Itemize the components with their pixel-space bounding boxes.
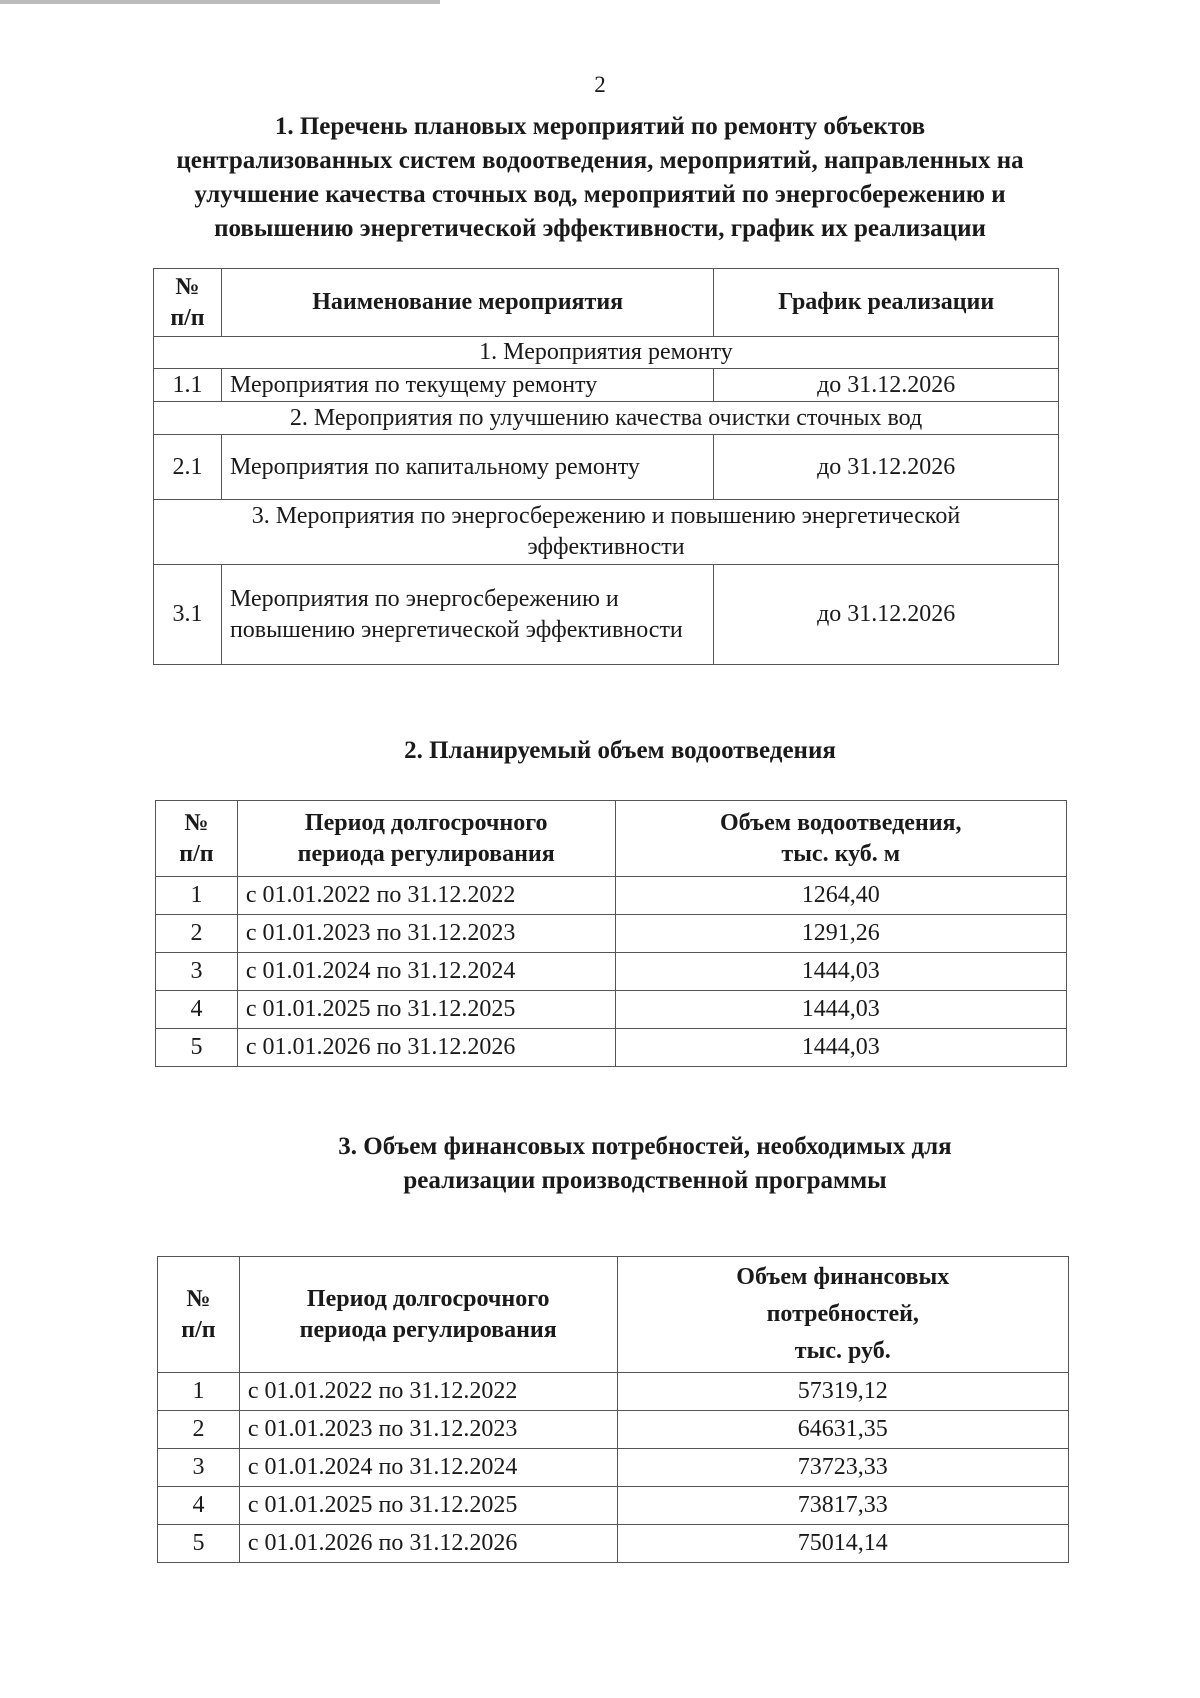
- table-row: [156, 991, 1067, 1029]
- row-period: с 01.01.2024 по 31.12.2024: [239, 1449, 617, 1487]
- group-row: [154, 337, 1059, 369]
- row-value: 64631,35: [617, 1411, 1068, 1449]
- row-period: с 01.01.2025 по 31.12.2025: [237, 991, 615, 1029]
- section1-title-line: повышению энергетической эффективности, график их реализации: [214, 215, 986, 242]
- table-row: [158, 1449, 1069, 1487]
- row-num: 4: [158, 1487, 240, 1525]
- row-value: 1264,40: [615, 877, 1066, 915]
- header-num: № п/п: [154, 269, 222, 337]
- table-row: [156, 915, 1067, 953]
- table-row: [156, 953, 1067, 991]
- row-num: 1.1: [154, 369, 222, 402]
- section3-title-line: 3. Объем финансовых потребностей, необходимых для: [338, 1133, 952, 1160]
- row-schedule: до 31.12.2026: [714, 565, 1059, 665]
- row-period: с 01.01.2025 по 31.12.2025: [239, 1487, 617, 1525]
- row-value: 1444,03: [615, 953, 1066, 991]
- row-num: 5: [158, 1525, 240, 1563]
- row-period: с 01.01.2026 по 31.12.2026: [237, 1029, 615, 1067]
- row-num: 1: [158, 1373, 240, 1411]
- row-num: 3: [156, 953, 238, 991]
- group-title: 3. Мероприятия по энергосбережению и повышению энергетической эффективности: [154, 500, 1059, 565]
- finance-table: [157, 1256, 1069, 1563]
- header-num: № п/п: [158, 1257, 240, 1373]
- row-period: с 01.01.2024 по 31.12.2024: [237, 953, 615, 991]
- header-volume: Объем водоотведения, тыс. куб. м: [615, 801, 1066, 877]
- section3-title-line: реализации производственной программы: [403, 1167, 887, 1194]
- volume-table-header: [156, 801, 1067, 877]
- header-period: Период долгосрочного периода регулирования: [237, 801, 615, 877]
- row-num: 1: [156, 877, 238, 915]
- measures-table-header: [154, 269, 1059, 337]
- row-value: 57319,12: [617, 1373, 1068, 1411]
- measures-table: [153, 268, 1059, 665]
- row-value: 1444,03: [615, 991, 1066, 1029]
- section1-title-line: улучшение качества сточных вод, мероприятий по энергосбережению и: [194, 181, 1006, 208]
- row-num: 3.1: [154, 565, 222, 665]
- scan-edge-artifact: [0, 0, 440, 4]
- row-num: 2: [156, 915, 238, 953]
- row-schedule: до 31.12.2026: [714, 369, 1059, 402]
- row-period: с 01.01.2022 по 31.12.2022: [239, 1373, 617, 1411]
- header-period: Период долгосрочного периода регулирования: [239, 1257, 617, 1373]
- table-row: [154, 565, 1059, 665]
- row-name: Мероприятия по энергосбережению и повышению энергетической эффективности: [221, 565, 713, 665]
- table-row: [154, 369, 1059, 402]
- finance-table-header: [158, 1257, 1069, 1373]
- row-name: Мероприятия по капитальному ремонту: [221, 435, 713, 500]
- group-row: [154, 402, 1059, 435]
- row-value: 1291,26: [615, 915, 1066, 953]
- section3-title: [45, 1130, 1200, 1198]
- row-num: 4: [156, 991, 238, 1029]
- table-row: [158, 1487, 1069, 1525]
- table-row: [154, 435, 1059, 500]
- row-num: 2.1: [154, 435, 222, 500]
- section1-title-line: 1. Перечень плановых мероприятий по ремонту объектов: [274, 113, 926, 140]
- section1-title: [0, 110, 1200, 246]
- table-row: [158, 1373, 1069, 1411]
- row-value: 73723,33: [617, 1449, 1068, 1487]
- row-num: 2: [158, 1411, 240, 1449]
- row-period: с 01.01.2023 по 31.12.2023: [239, 1411, 617, 1449]
- row-period: с 01.01.2022 по 31.12.2022: [237, 877, 615, 915]
- section1-title-line: централизованных систем водоотведения, мероприятий, направленных на: [176, 147, 1024, 174]
- header-num: № п/п: [156, 801, 238, 877]
- table-row: [156, 1029, 1067, 1067]
- header-finance: Объем финансовых потребностей, тыс. руб.: [617, 1257, 1068, 1373]
- row-value: 73817,33: [617, 1487, 1068, 1525]
- table-row: [158, 1411, 1069, 1449]
- volume-table: [155, 800, 1067, 1067]
- header-name: Наименование мероприятия: [221, 269, 713, 337]
- header-schedule: График реализации: [714, 269, 1059, 337]
- row-value: 75014,14: [617, 1525, 1068, 1563]
- row-num: 3: [158, 1449, 240, 1487]
- group-row: [154, 500, 1059, 565]
- row-name: Мероприятия по текущему ремонту: [221, 369, 713, 402]
- table-row: [156, 877, 1067, 915]
- section2-title: 2. Планируемый объем водоотведения: [404, 737, 836, 764]
- group-title: 1. Мероприятия ремонту: [154, 337, 1059, 369]
- row-value: 1444,03: [615, 1029, 1066, 1067]
- table-row: [158, 1525, 1069, 1563]
- row-num: 5: [156, 1029, 238, 1067]
- row-period: с 01.01.2023 по 31.12.2023: [237, 915, 615, 953]
- page-number: 2: [594, 72, 606, 97]
- row-period: с 01.01.2026 по 31.12.2026: [239, 1525, 617, 1563]
- group-title: 2. Мероприятия по улучшению качества очистки сточных вод: [154, 402, 1059, 435]
- row-schedule: до 31.12.2026: [714, 435, 1059, 500]
